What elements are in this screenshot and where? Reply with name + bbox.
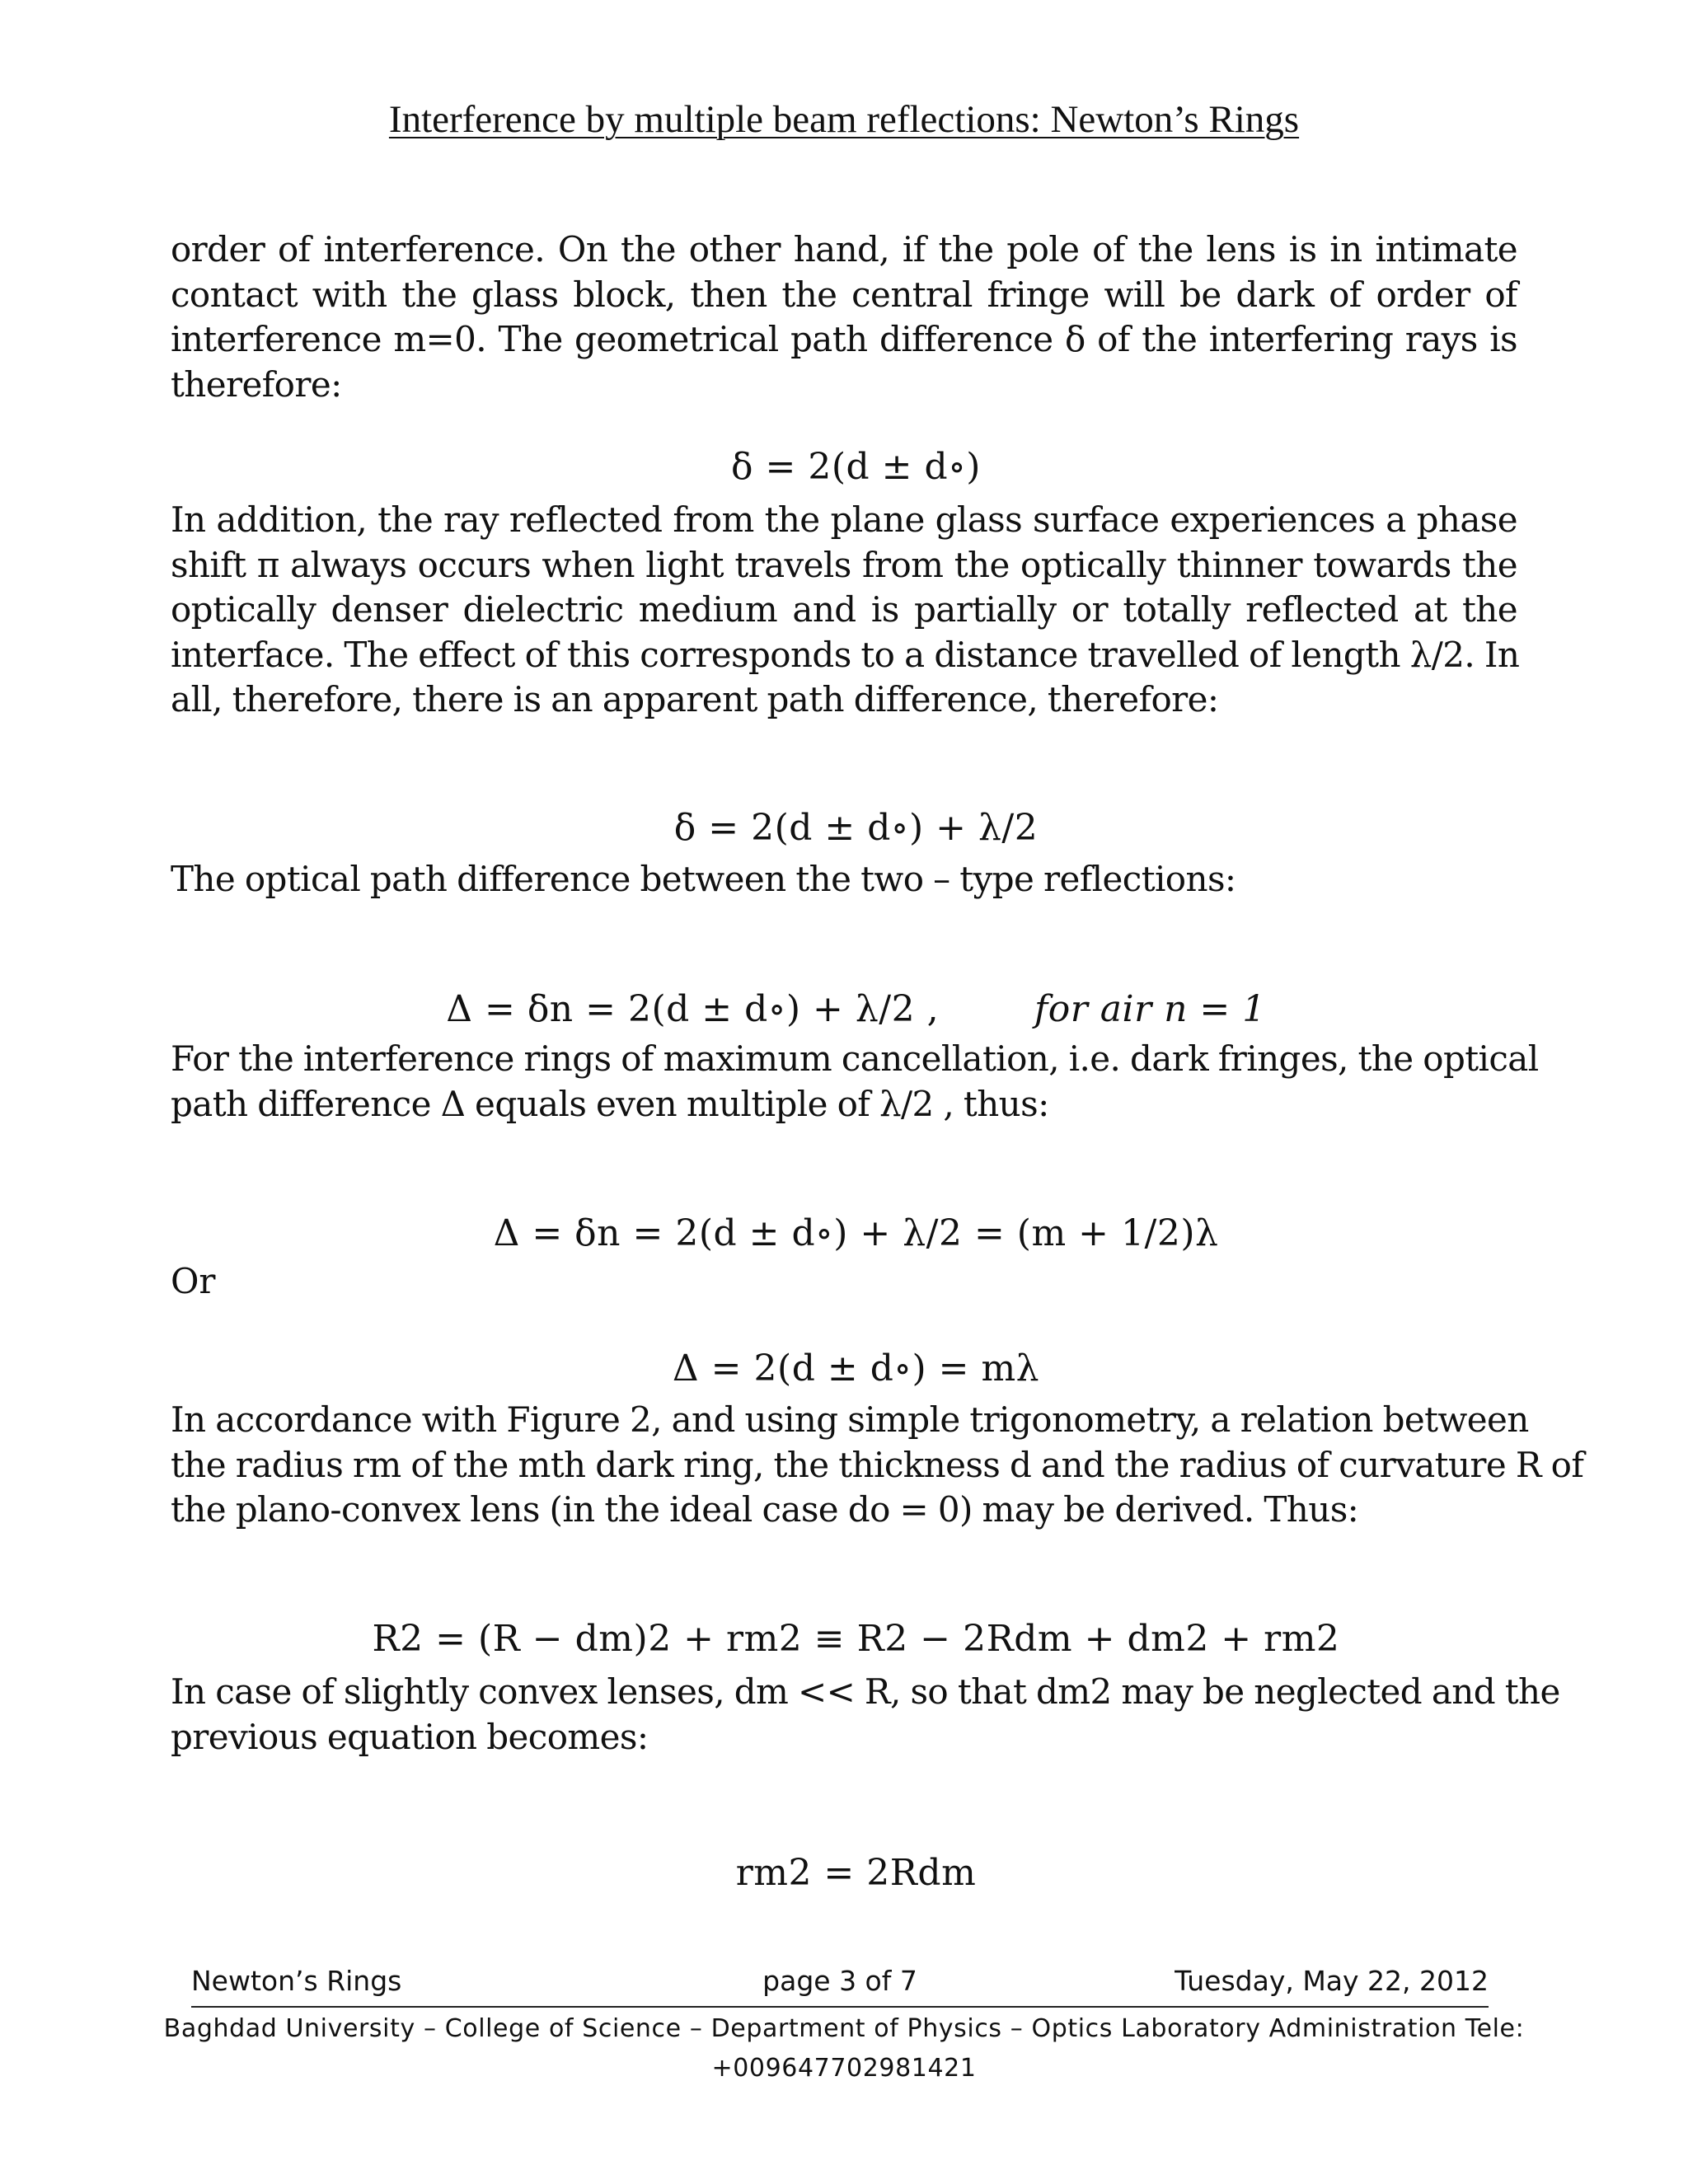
paragraph-order-of-interference — [171, 227, 1517, 407]
text-line: shift π always occurs when light travels from the optically thinner towards the — [171, 544, 1517, 585]
footer-institution: Baghdad University – College of Science – Department of Physics – Optics Laboratory Administration Tele: — [163, 2014, 1525, 2043]
text-line: In addition, the ray reflected from the plane glass surface experiences a phase — [171, 499, 1517, 540]
footer-document-name: Newton’s Rings — [191, 1965, 402, 1997]
footer-date: Tuesday, May 22, 2012 — [1175, 1965, 1489, 1997]
paragraph-slightly-convex — [171, 1670, 1560, 1760]
text-line: optically denser dielectric medium and is partially or totally reflected at the — [171, 589, 1517, 630]
equation-apparent-path-difference — [0, 765, 1688, 849]
equation-text: rm2 = 2Rdm — [735, 1852, 977, 1894]
equation-geometrical-path-difference — [0, 404, 1688, 488]
equation-dark-fringe-simplified — [0, 1305, 1688, 1390]
equation-text: δ = 2(d ± d∘) + λ/2 — [673, 807, 1039, 849]
footer-page-number: page 3 of 7 — [762, 1965, 917, 1997]
equation-ring-radius — [0, 1810, 1688, 1894]
equation-text: R2 = (R − dm)2 + rm2 ≡ R2 − 2Rdm + dm2 + rm2 — [372, 1618, 1340, 1660]
equation-note: for air n = 1 — [1034, 988, 1266, 1030]
text-line: interface. The effect of this corresponds to a distance travelled of length λ/2. In — [171, 634, 1520, 675]
text-line: path difference Δ equals even multiple of λ/2 , thus: — [171, 1083, 1049, 1124]
text-line: In accordance with Figure 2, and using simple trigonometry, a relation between — [171, 1399, 1529, 1440]
equation-text: Δ = δn = 2(d ± d∘) + λ/2 = (m + 1/2)λ — [493, 1212, 1219, 1254]
paragraph-phase-shift — [171, 498, 1520, 723]
equation-text: Δ = 2(d ± d∘) = mλ — [672, 1347, 1040, 1390]
text-line: the radius rm of the mth dark ring, the thickness d and the radius of curvature R of — [171, 1444, 1584, 1485]
text-line: therefore: — [171, 363, 342, 405]
text-line: previous equation becomes: — [171, 1716, 649, 1757]
paragraph-trigonometry-relation — [171, 1398, 1584, 1533]
text-line: all, therefore, there is an apparent path difference, therefore: — [171, 679, 1219, 719]
equation-dark-fringe-condition — [0, 1170, 1688, 1254]
text-line: contact with the glass block, then the central fringe will be dark of order of — [171, 274, 1517, 315]
equation-text: Δ = δn = 2(d ± d∘) + λ/2 , — [446, 988, 940, 1030]
text-line: order of interference. On the other hand, if the pole of the lens is in intimate — [171, 229, 1517, 269]
equation-text: δ = 2(d ± d∘) — [731, 446, 981, 488]
text-line: interference m=0. The geometrical path difference δ of the interfering rays is — [171, 319, 1517, 359]
equation-radius-relation — [0, 1576, 1688, 1660]
footer-phone: +009647702981421 — [711, 2054, 977, 2083]
or-label: Or — [171, 1261, 216, 1301]
text-line: The optical path difference between the two – type reflections: — [171, 859, 1236, 899]
equation-optical-path-difference — [0, 946, 1688, 1030]
text-line: For the interference rings of maximum cancellation, i.e. dark fringes, the optical — [171, 1038, 1539, 1079]
text-line: In case of slightly convex lenses, dm << R, so that dm2 may be neglected and the — [171, 1671, 1560, 1712]
paragraph-optical-path-difference — [171, 857, 1517, 902]
page-footer — [191, 1965, 1489, 2008]
text-line: the plano-convex lens (in the ideal case do = 0) may be derived. Thus: — [171, 1489, 1359, 1530]
page-header-title: Interference by multiple beam reflections: Newton’s Rings — [388, 98, 1300, 141]
paragraph-dark-fringes — [171, 1037, 1539, 1127]
